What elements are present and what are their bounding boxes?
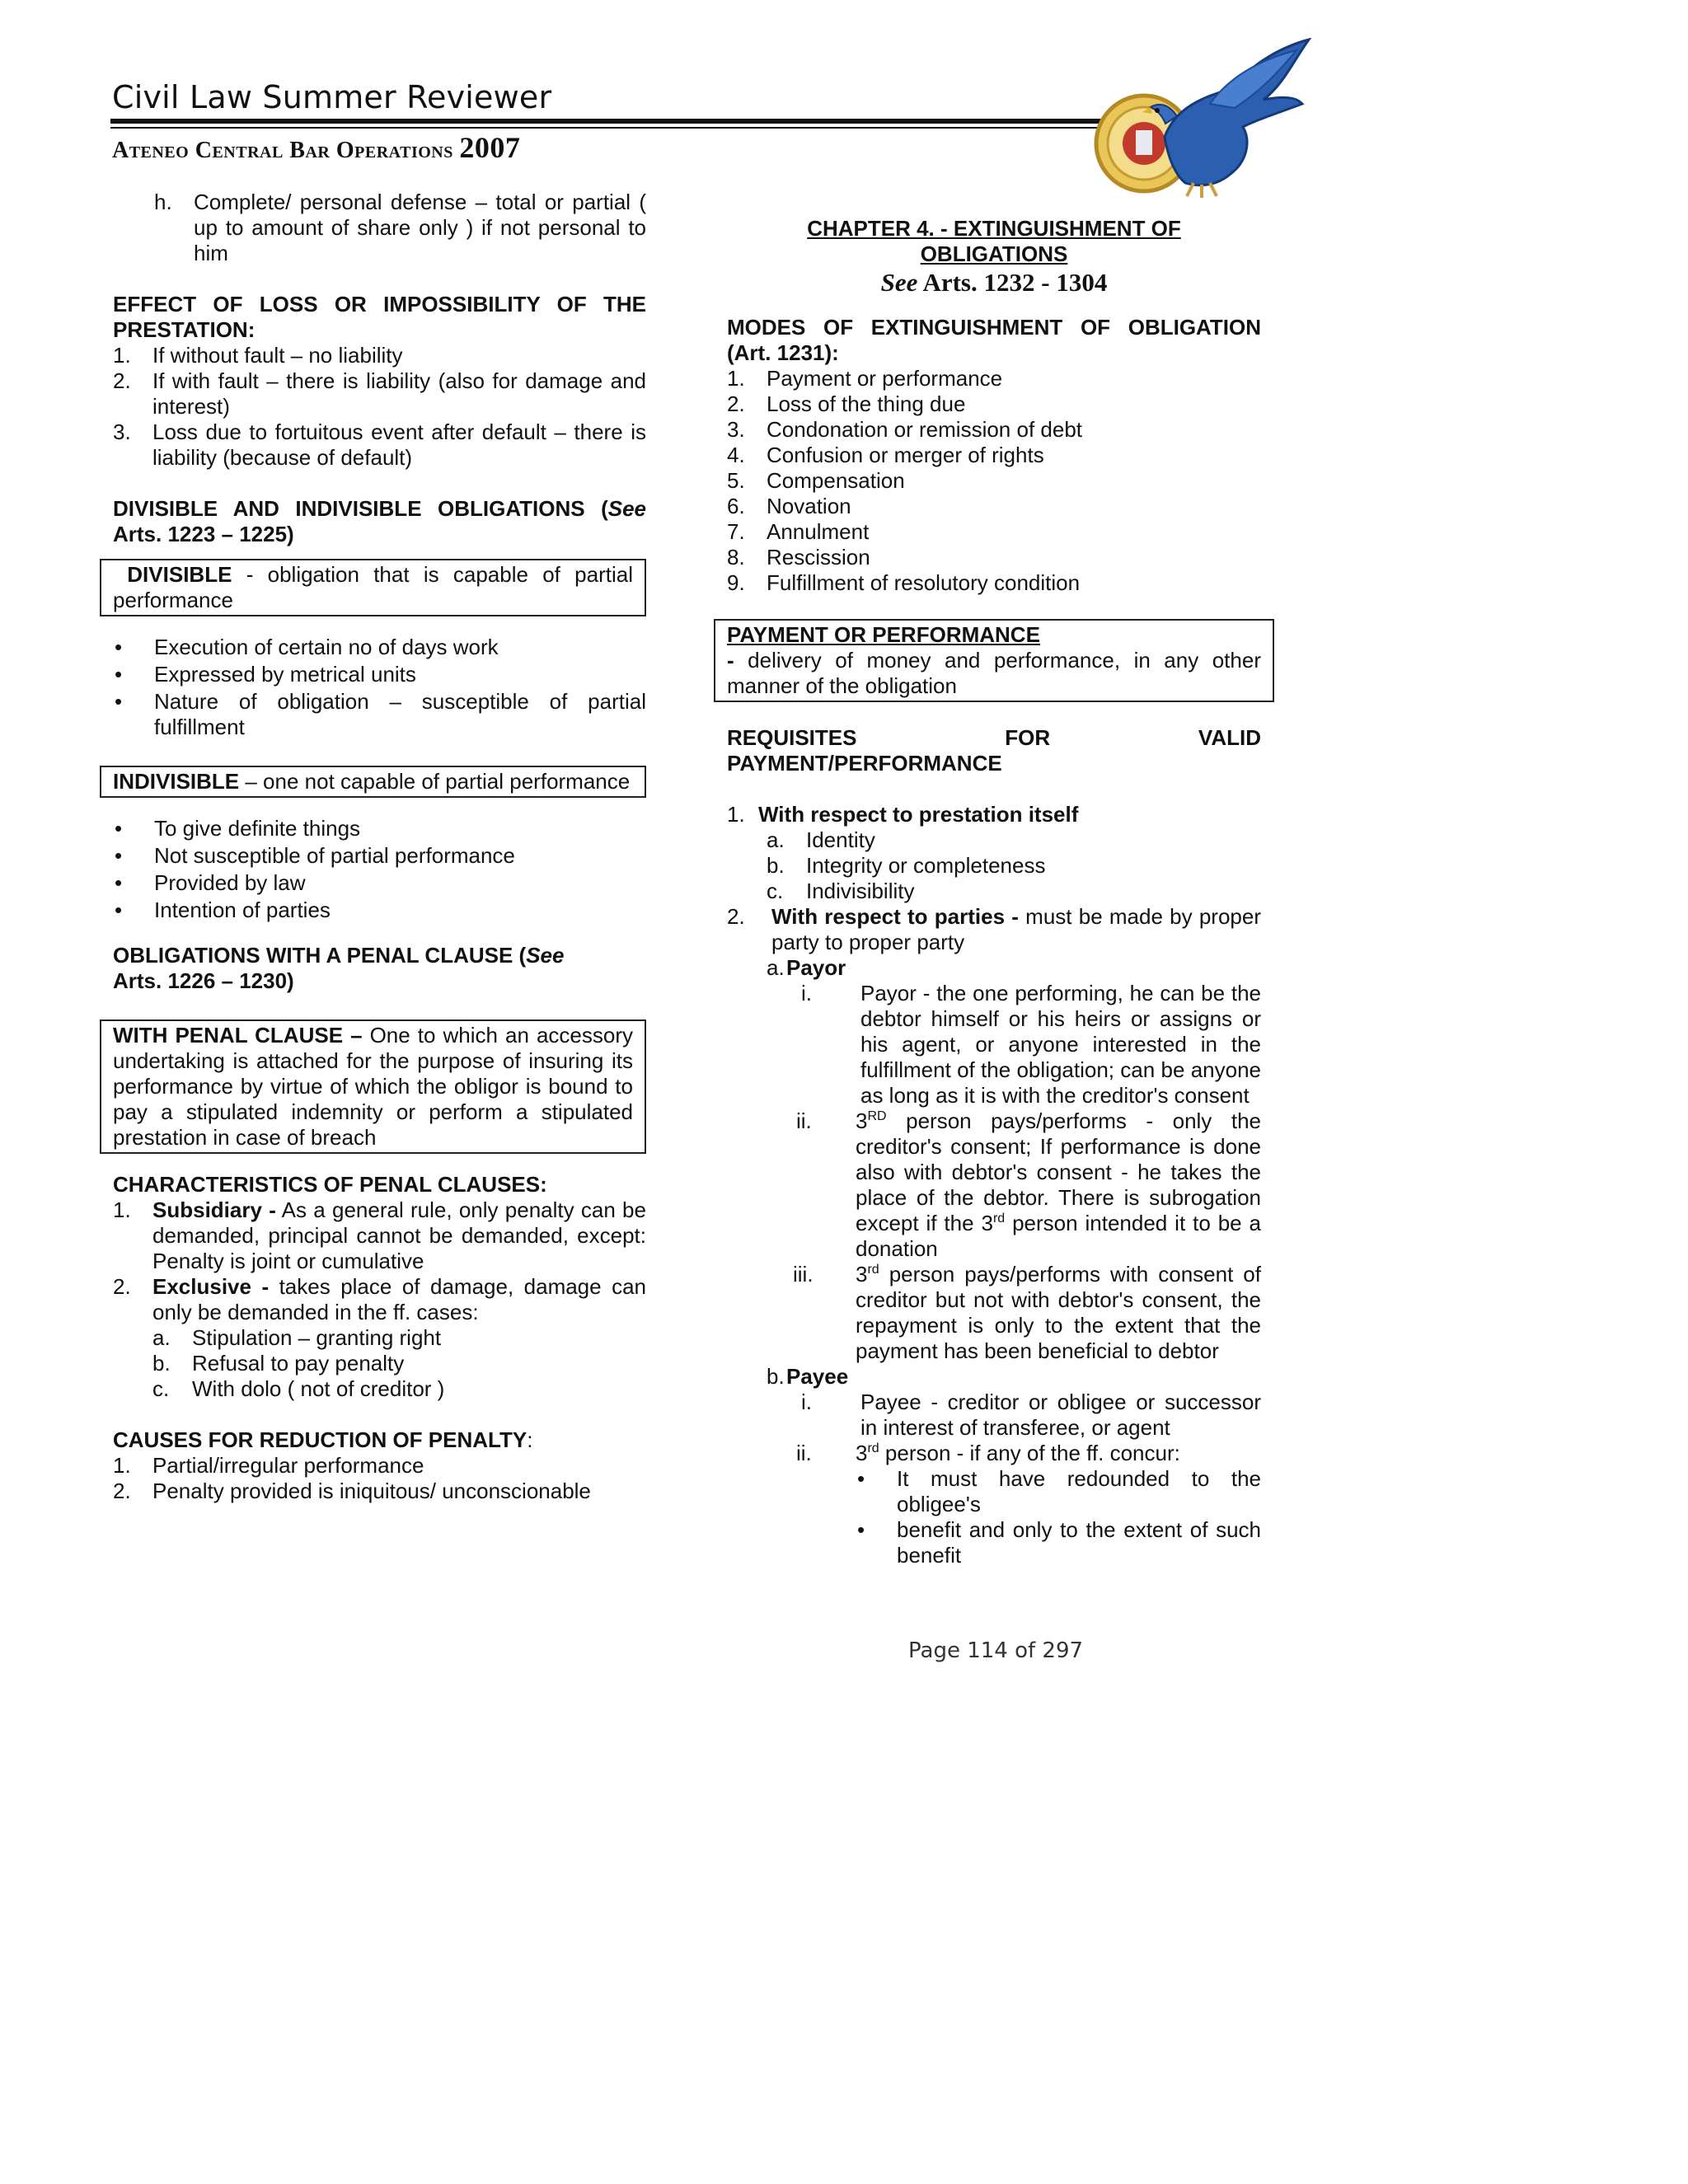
list-text: Integrity or completeness — [806, 853, 1046, 878]
list-item — [727, 468, 1261, 494]
list-item — [113, 1479, 646, 1504]
sub-list — [152, 1325, 646, 1402]
list-marker: 2. — [727, 904, 745, 929]
roman-item — [796, 1390, 1261, 1441]
list-marker: c. — [152, 1376, 170, 1401]
list-item — [727, 494, 1261, 519]
sub-list-item — [767, 853, 1261, 879]
divisible-bullets — [113, 635, 646, 740]
list-marker: b. — [767, 1364, 785, 1389]
list-marker: 2. — [113, 1274, 131, 1299]
list-item — [113, 419, 646, 471]
definition-term: WITH PENAL CLAUSE – — [113, 1023, 363, 1047]
list-text: Loss due to fortuitous event after default – there is liability (because of default) — [152, 419, 646, 470]
list-marker: 6. — [727, 494, 745, 518]
list-text: If without fault – no liability — [152, 343, 403, 368]
right-column — [727, 216, 1261, 1568]
roman-item — [796, 1108, 1261, 1262]
list-item — [727, 519, 1261, 545]
definition-term: INDIVISIBLE — [113, 769, 240, 794]
roman-item — [793, 1262, 1261, 1364]
definition-box-indivisible — [100, 766, 646, 798]
chapter-title: CHAPTER 4. - EXTINGUISHMENT OF — [807, 216, 1181, 241]
document-title: Civil Law Summer Reviewer — [112, 79, 552, 115]
list-text — [856, 1441, 1261, 1466]
list-item — [727, 391, 1261, 417]
list-item — [727, 545, 1261, 570]
list-marker: 1. — [727, 802, 745, 827]
list-text: Complete/ personal defense – total or partial ( up to amount of share only ) if not personal to him — [194, 190, 646, 265]
list-marker: 1. — [113, 343, 131, 368]
sub-list-item — [152, 1351, 646, 1376]
heading-text: DIVISIBLE AND INDIVISIBLE OBLIGATIONS ( — [113, 496, 608, 521]
document-subtitle — [112, 130, 520, 165]
bullet-text: Provided by law — [154, 870, 306, 895]
list-text: Loss of the thing due — [767, 391, 966, 416]
bullet-text: Nature of obligation – susceptible of partial fulfillment — [154, 689, 646, 739]
section-heading-loss: EFFECT OF LOSS OR IMPOSSIBILITY OF THE PRESTATION: — [113, 292, 646, 342]
definition-body: delivery of money and performance, in any other manner of the obligation — [727, 648, 1261, 698]
list-term: With respect to parties - — [771, 904, 1019, 929]
list-item — [154, 190, 646, 266]
bullet-item: • Execution of certain no of days work — [113, 635, 646, 660]
heading-see: See — [607, 496, 646, 521]
list-marker: ii. — [796, 1441, 812, 1465]
list-text: Penalty provided is iniquitous/ unconscionable — [152, 1479, 591, 1503]
header-rule-thin — [110, 127, 1123, 129]
sub-list-item — [152, 1376, 646, 1402]
list-marker: h. — [154, 190, 172, 214]
superscript: RD — [867, 1109, 887, 1123]
list-marker: b. — [152, 1351, 171, 1376]
modes-list — [727, 366, 1261, 596]
list-marker: 7. — [727, 519, 745, 544]
list-item — [727, 904, 1261, 955]
text-part: person intended it to be a donation — [856, 1211, 1261, 1261]
definition-box-penal-clause — [100, 1019, 646, 1154]
section-heading-requisites-line2: PAYMENT/PERFORMANCE — [727, 751, 1002, 776]
text-part: person pays/performs with consent of creditor but not with debtor's consent, the repayment is only to the extent that the payment has been beneficial to debtor — [856, 1262, 1261, 1363]
list-item — [727, 802, 1261, 827]
bullet-text: Intention of parties — [154, 898, 331, 922]
list-marker: 4. — [727, 443, 745, 467]
text-part: person - if any of the ff. concur: — [879, 1441, 1180, 1465]
list-text: Identity — [806, 827, 875, 852]
text-part: 3 — [856, 1441, 868, 1465]
list-text — [856, 1108, 1261, 1262]
bullet-item: • Expressed by metrical units — [113, 662, 646, 687]
sub-list-item — [152, 1325, 646, 1351]
list-text: With dolo ( not of creditor ) — [192, 1376, 445, 1401]
section-heading-reduction — [113, 1427, 646, 1453]
sub-list-item — [767, 1364, 1261, 1390]
list-item — [727, 443, 1261, 468]
chapter-title-line2: OBLIGATIONS — [920, 241, 1068, 266]
heading-word: REQUISITES — [727, 725, 857, 750]
text-part: 3 — [856, 1262, 868, 1286]
bullet-text: To give definite things — [154, 816, 361, 841]
list-text: Annulment — [767, 519, 870, 544]
roman-item — [796, 1441, 1261, 1466]
list-marker: c. — [767, 879, 784, 903]
sub-list — [767, 827, 1261, 904]
subtitle-year: 2007 — [459, 131, 521, 164]
section-heading-penal — [113, 943, 646, 994]
heading-word: VALID — [1198, 725, 1261, 750]
list-text: If with fault – there is liability (also for damage and interest) — [152, 368, 646, 419]
superscript: rd — [992, 1212, 1006, 1226]
superscript: rd — [867, 1441, 879, 1455]
sub-list-payee — [767, 1364, 1261, 1390]
list-text — [152, 1197, 646, 1274]
payor-items — [793, 981, 1261, 1364]
indivisible-bullets — [113, 816, 646, 923]
heading-see: See — [526, 943, 565, 968]
bullet-item: • Not susceptible of partial performance — [113, 843, 646, 869]
list-text: Payment or performance — [767, 366, 1003, 391]
list-item — [113, 1274, 646, 1325]
list-marker: 5. — [727, 468, 745, 493]
left-column — [113, 190, 646, 1504]
list-text — [856, 1262, 1261, 1364]
heading-text: CAUSES FOR REDUCTION OF PENALTY — [113, 1427, 528, 1452]
bullet-item: • Provided by law — [113, 870, 646, 896]
list-marker: 2. — [727, 391, 745, 416]
list-marker: 2. — [113, 1479, 131, 1503]
list-marker: i. — [801, 981, 812, 1005]
heading-text: OBLIGATIONS WITH A PENAL CLAUSE ( — [113, 943, 527, 968]
bullet-item: • To give definite things — [113, 816, 646, 841]
list-text: With respect to prestation itself — [758, 802, 1079, 827]
list-item — [727, 570, 1261, 596]
list-marker: 1. — [727, 366, 745, 391]
bullet-text: Execution of certain no of days work — [154, 635, 499, 659]
bullet-text: Not susceptible of partial performance — [154, 843, 515, 868]
definition-text: - obligation that is capable of partial performance — [113, 562, 633, 612]
definition-text — [727, 648, 1261, 699]
list-text: Partial/irregular performance — [152, 1453, 424, 1478]
list-marker: b. — [767, 853, 785, 878]
eagle-seal-logo — [1086, 38, 1317, 199]
section-heading-modes: MODES OF EXTINGUISHMENT OF OBLIGATION (Art. 1231): — [727, 315, 1261, 365]
section-heading-characteristics: CHARACTERISTICS OF PENAL CLAUSES: — [113, 1172, 547, 1197]
definition-box-divisible — [100, 559, 646, 616]
list-marker: 9. — [727, 570, 745, 595]
list-marker: a. — [152, 1325, 171, 1350]
list-text: Stipulation – granting right — [192, 1325, 442, 1350]
subtitle-text: Ateneo Central Bar Operations — [112, 138, 453, 163]
bullet-item: • Nature of obligation – susceptible of partial fulfillment — [115, 689, 646, 739]
heading-articles: Arts. 1223 – 1225) — [113, 522, 294, 546]
heading-colon: : — [527, 1427, 533, 1452]
roman-item — [796, 981, 1261, 1108]
list-marker: iii. — [793, 1262, 814, 1286]
list-text: Novation — [767, 494, 851, 518]
list-body: takes place of damage, damage can only be demanded in the ff. cases: — [152, 1274, 646, 1324]
section-heading-divisible — [113, 496, 646, 547]
list-item — [727, 366, 1261, 391]
list-marker: a. — [767, 955, 785, 980]
definition-dash: - — [727, 648, 734, 673]
list-text: Payor — [786, 955, 846, 980]
loss-list — [113, 343, 646, 471]
list-marker: 8. — [727, 545, 745, 569]
definition-term: PAYMENT OR PERFORMANCE — [727, 622, 1040, 647]
list-text — [152, 1274, 646, 1325]
definition-term: DIVISIBLE — [127, 562, 232, 587]
list-term: Exclusive - — [152, 1274, 270, 1299]
list-text — [771, 904, 1261, 955]
header-rule — [110, 119, 1123, 124]
list-item — [113, 368, 646, 419]
list-item — [113, 1197, 646, 1274]
bullet-text: benefit and only to the extent of such benefit — [897, 1517, 1261, 1568]
bullet-text: Expressed by metrical units — [154, 662, 416, 687]
payee-items — [796, 1390, 1261, 1568]
list-marker: a. — [767, 827, 785, 852]
list-body: must be made by proper party to proper party — [771, 904, 1261, 954]
list-item — [113, 1453, 646, 1479]
section-heading-requisites — [727, 725, 1261, 751]
sub-list-item — [767, 879, 1261, 904]
list-text: Fulfillment of resolutory condition — [767, 570, 1081, 595]
definition-text: One to which an accessory undertaking is attached for the purpose of insuring its performance by virtue of which the obligor is bound to pay a stipulated indemnity or perform a stipulated prestation in case of breach — [113, 1023, 633, 1150]
text-part: 3 — [856, 1108, 868, 1133]
list-marker: 1. — [113, 1197, 131, 1222]
text-part: person pays/performs - only the creditor's consent; If performance is done also with debtor's consent - he takes the place of the debtor. There is subrogation except if the 3 — [856, 1108, 1261, 1235]
list-text: Indivisibility — [806, 879, 915, 903]
sub-list-item — [767, 827, 1261, 853]
list-marker: ii. — [796, 1108, 812, 1133]
bullet-item: • It must have redounded to the obligee's — [857, 1466, 1261, 1516]
list-marker: 3. — [113, 419, 131, 444]
list-text: Rescission — [767, 545, 870, 569]
list-item — [113, 343, 646, 368]
chapter-articles — [727, 267, 1261, 298]
bullet-item: • Intention of parties — [113, 898, 646, 923]
list-marker: i. — [801, 1390, 812, 1414]
list-marker: 1. — [113, 1453, 131, 1478]
page-number: Page 114 of 297 — [908, 1638, 1084, 1663]
definition-box-payment — [714, 619, 1274, 702]
list-term: Subsidiary - — [152, 1197, 276, 1222]
article-range: Arts. 1232 - 1304 — [917, 268, 1108, 297]
list-text: Condonation or remission of debt — [767, 417, 1083, 442]
list-text: Compensation — [767, 468, 905, 493]
list-text: Payee - creditor or obligee or successor in interest of transferee, or agent — [860, 1390, 1261, 1440]
heading-word: FOR — [1005, 725, 1051, 750]
list-marker: 3. — [727, 417, 745, 442]
list-text: Payor - the one performing, he can be the debtor himself or his heirs or assigns or his agent, or anyone interested in the fulfillment of the obligation; can be anyone as long as it is with the creditor's consent — [860, 981, 1261, 1108]
sub-list-payor — [767, 955, 1261, 981]
list-marker: 2. — [113, 368, 131, 393]
bullet-text: It must have redounded to the obligee's — [897, 1466, 1261, 1516]
superscript: rd — [867, 1263, 879, 1277]
list-text: Refusal to pay penalty — [192, 1351, 405, 1376]
list-text: Payee — [786, 1364, 849, 1389]
list-text: Confusion or merger of rights — [767, 443, 1044, 467]
see-word: See — [880, 268, 918, 297]
sub-list-item — [767, 955, 1261, 981]
bullet-item: • benefit and only to the extent of such benefit — [857, 1517, 1261, 1568]
list-body: As a general rule, only penalty can be demanded, principal cannot be demanded, except: Penalty is joint or cumulative — [152, 1197, 646, 1273]
list-item — [727, 417, 1261, 443]
definition-text: – one not capable of partial performance — [239, 769, 631, 794]
heading-articles: Arts. 1226 – 1230) — [113, 968, 294, 993]
payee-bullets — [856, 1466, 1261, 1568]
